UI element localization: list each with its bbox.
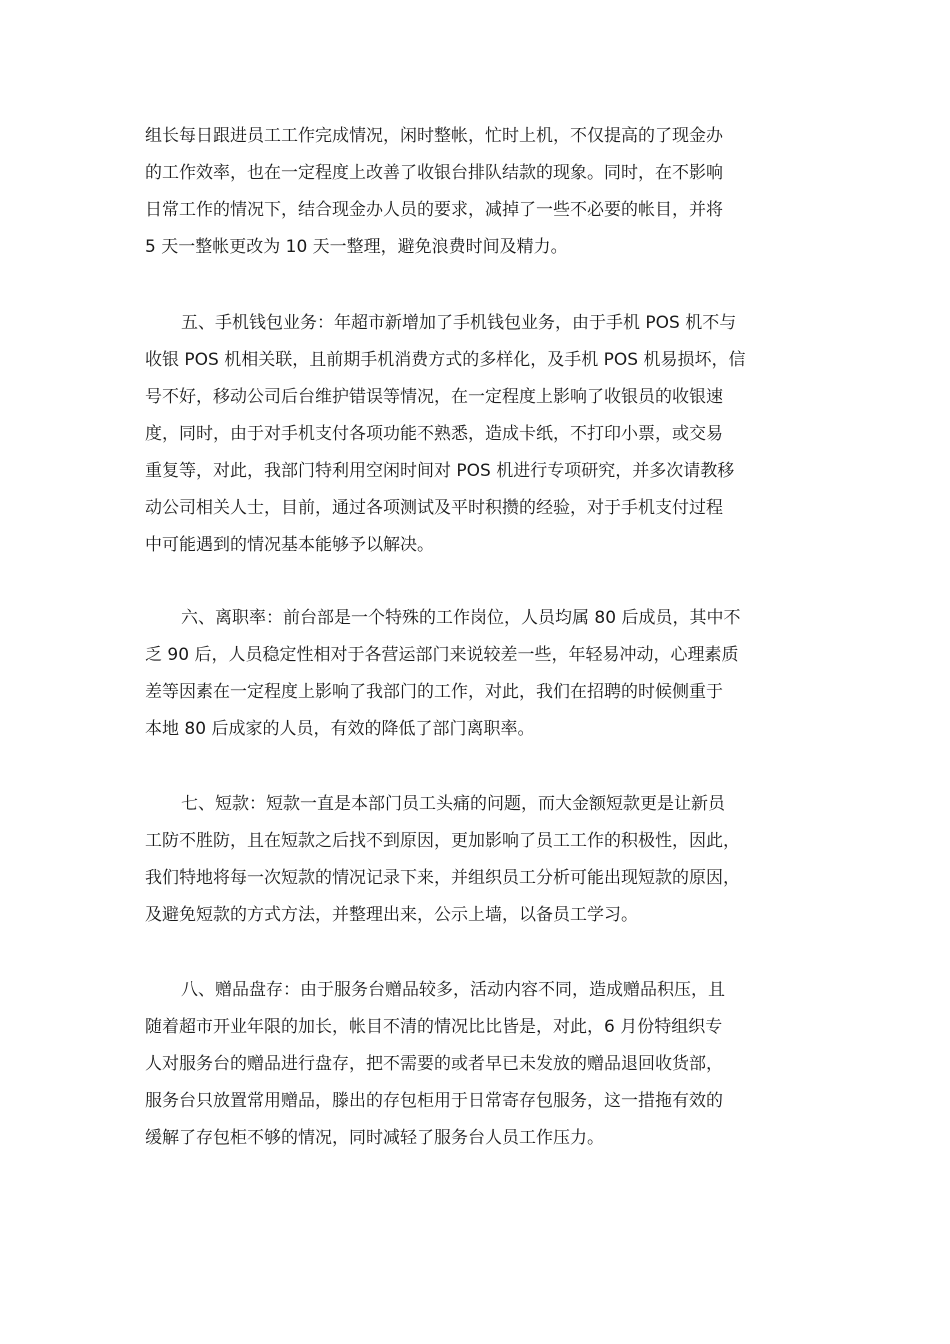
text-line: 组长每日跟进员工工作完成情况，闲时整帐，忙时上机，不仅提高的了现金办	[145, 126, 723, 146]
paragraph-mobile-wallet	[145, 305, 815, 564]
text-line: 号不好，移动公司后台维护错误等情况，在一定程度上影响了收银员的收银速	[145, 387, 723, 407]
paragraph-gift-inventory	[145, 972, 815, 1157]
text-line: 度，同时，由于对手机支付各项功能不熟悉，造成卡纸，不打印小票，或交易	[145, 424, 723, 444]
text-line: 八、赠品盘存：由于服务台赠品较多，活动内容不同，造成赠品积压，且	[181, 980, 725, 1000]
text-line: 重复等，对此，我部门特利用空闲时间对 POS 机进行专项研究，并多次请教移	[145, 461, 735, 481]
text-line: 工防不胜防，且在短款之后找不到原因，更加影响了员工工作的积极性，因此，	[145, 831, 740, 851]
text-line: 中可能遇到的情况基本能够予以解决。	[145, 535, 434, 555]
paragraph-turnover	[145, 600, 815, 748]
text-line: 动公司相关人士，目前，通过各项测试及平时积攒的经验，对于手机支付过程	[145, 498, 723, 518]
text-line: 人对服务台的赠品进行盘存，把不需要的或者早已未发放的赠品退回收货部，	[145, 1054, 723, 1074]
text-line: 本地 80 后成家的人员，有效的降低了部门离职率。	[145, 719, 535, 739]
text-line: 的工作效率，也在一定程度上改善了收银台排队结款的现象。同时，在不影响	[145, 163, 723, 183]
text-line: 六、离职率：前台部是一个特殊的工作岗位，人员均属 80 后成员，其中不	[181, 608, 741, 628]
text-line: 差等因素在一定程度上影响了我部门的工作，对此，我们在招聘的时候侧重于	[145, 682, 723, 702]
text-line: 缓解了存包柜不够的情况，同时减轻了服务台人员工作压力。	[145, 1128, 604, 1148]
paragraph-cash-office	[145, 118, 815, 266]
text-line: 随着超市开业年限的加长，帐目不清的情况比比皆是，对此，6 月份特组织专	[145, 1017, 723, 1037]
text-line: 我们特地将每一次短款的情况记录下来，并组织员工分析可能出现短款的原因，	[145, 868, 740, 888]
text-line: 乏 90 后，人员稳定性相对于各营运部门来说较差一些，年轻易冲动，心理素质	[145, 645, 739, 665]
text-line: 五、手机钱包业务：年超市新增加了手机钱包业务，由于手机 POS 机不与	[181, 313, 737, 333]
paragraph-shortage	[145, 786, 815, 934]
text-line: 5 天一整帐更改为 10 天一整理，避免浪费时间及精力。	[145, 237, 568, 257]
text-line: 收银 POS 机相关联，且前期手机消费方式的多样化，及手机 POS 机易损坏，信	[145, 350, 746, 370]
text-line: 及避免短款的方式方法，并整理出来，公示上墙，以备员工学习。	[145, 905, 638, 925]
text-line: 日常工作的情况下，结合现金办人员的要求，减掉了一些不必要的帐目，并将	[145, 200, 723, 220]
text-line: 七、短款：短款一直是本部门员工头痛的问题，而大金额短款更是让新员	[181, 794, 725, 814]
text-line: 服务台只放置常用赠品，滕出的存包柜用于日常寄存包服务，这一措拖有效的	[145, 1091, 723, 1111]
